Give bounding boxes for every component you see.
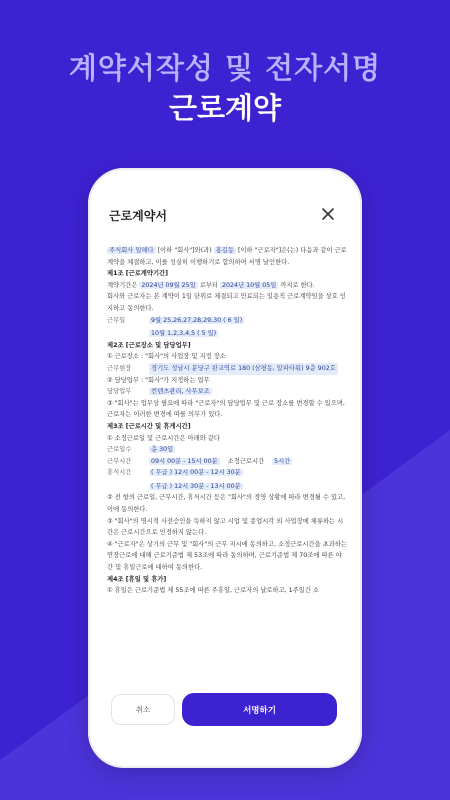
work-days-count-row: 근로일수 총 30일 — [107, 446, 174, 454]
start-date: 2024년 09월 25일 — [141, 281, 196, 289]
work-site: 경기도 성남시 분당구 판교역로 180 (삼평동, 알파타워) 9층 902호 — [149, 363, 338, 375]
end-date: 2024년 10월 05일 — [222, 281, 277, 289]
section-3-intro: ① 소정근로일 및 근로시간은 아래와 같다 — [107, 434, 220, 442]
section-3-title: 제3조 [근로시간 및 휴게시간] — [107, 422, 191, 430]
worker-name: 홍길동 — [215, 247, 234, 254]
headline: 계약서작성 및 전자서명 — [68, 51, 382, 85]
work-time: 09시 00분 - 15시 00분 — [151, 457, 218, 465]
work-time-row: 근무시간 09시 00분 - 15시 00분 소정근로시간 5시간 — [107, 457, 291, 465]
break-2: ( 무급 ) 12시 30분 - 13시 00분 — [151, 482, 241, 490]
section-1-note: 회사와 근로자는 본 계약이 1일 단위로 체결되고 만료되는 일용직 근로계약임을 상호 인지하고 동의한다. — [107, 293, 346, 312]
contract-period: 계약기간은 2024년 09월 25일 로부터 2024년 10월 05일 까지로 한다. — [107, 281, 315, 289]
section-2-title: 제2조 [근로장소 및 담당업무] — [107, 341, 191, 349]
section-2-note: ③ "회사"는 업무상 필요에 따라 "근로자"의 담당업무 및 근로 장소를 변경할 수 있으며, 근로자는 이러한 변경에 따를 의무가 있다. — [107, 399, 345, 419]
close-icon[interactable] — [320, 206, 336, 222]
break-1: ( 무급 ) 12시 00분 - 12시 30분 — [151, 469, 241, 477]
contract-document[interactable] — [107, 245, 347, 687]
work-days-row: 근무일 9월 25,26,27,28,29,30 ( 6 일) 10월 1,2,3,4,5 ( 5 일) — [107, 316, 243, 338]
section-3-p3: ③ "회사"의 명시적 사전승인을 득하지 않고 시업 및 종업시각 외 사업장에 체류하는 시간은 근로시간으로 인정하지 않는다. — [107, 517, 344, 537]
sign-button[interactable]: 서명하기 — [182, 693, 337, 726]
task-row: 담당업무 컨텐츠관리, 사무보조 — [107, 388, 210, 396]
section-4-p1: ① 휴일은 근로기준법 제 55조에 따른 주휴일, 근로자의 날로하고, 1주일간 소 — [107, 587, 320, 595]
task-value: 컨텐츠관리, 사무보조 — [151, 388, 210, 396]
company-name: 주식회사 일해다 — [109, 247, 154, 254]
place-line: ① 근로장소 : "회사"의 사업장 및 지정 장소 — [107, 353, 226, 361]
oct-days: 10월 1,2,3,4,5 ( 5 일) — [151, 330, 217, 338]
section-3-p2: ② 전 항의 근로일, 근무시간, 휴식시간 등은 "회사"의 경영 상황에 따라 변경될 수 있고, 이에 동의한다. — [107, 494, 346, 514]
section-1-title: 제1조 [근로계약기간] — [107, 270, 168, 278]
subheadline: 근로계약 — [168, 91, 282, 125]
cancel-button[interactable]: 취소 — [111, 694, 175, 725]
sep-days: 9월 25,26,27,28,29,30 ( 6 일) — [151, 316, 243, 324]
intro-paragraph: 주식회사 일해다 [이하 "회사"]와(과) 홍길동 [이하 "근로자"]은(는) 다음과 같이 근로계약을 체결하고, 이를 성실히 이행하기로 합의하며 서명 날인한다. — [107, 247, 347, 266]
break-time-row: 휴식시간 ( 무급 ) 12시 00분 - 12시 30분 ( 무급 ) 12시 30분 - 13시 00분 — [107, 469, 241, 490]
scroll-fade — [94, 668, 356, 692]
sheet-title: 근로계약서 — [109, 209, 167, 223]
section-4-title: 제4조 [휴일 및 휴가] — [107, 575, 167, 583]
work-site-row: 근무현장 경기도 성남시 분당구 판교역로 180 (삼평동, 알파타워) 9층 902호 — [107, 363, 347, 375]
section-3-p4: ④ "근로자"은 상기의 근무 및 "회사"의 근무 지시에 동의하고, 소정근로시간을 초과하는 연장근로에 대해 근로기준법 제 53조에 따라 동의하며, 근로기준법 제 70조에 따른 야간 및 휴일근로에 대하여 동의한다. — [107, 540, 347, 572]
work-days-count: 총 30일 — [151, 446, 174, 454]
task-line: ② 담당업무 : "회사"가 지정하는 업무 — [107, 376, 210, 384]
standard-hours: 5시간 — [274, 457, 291, 465]
